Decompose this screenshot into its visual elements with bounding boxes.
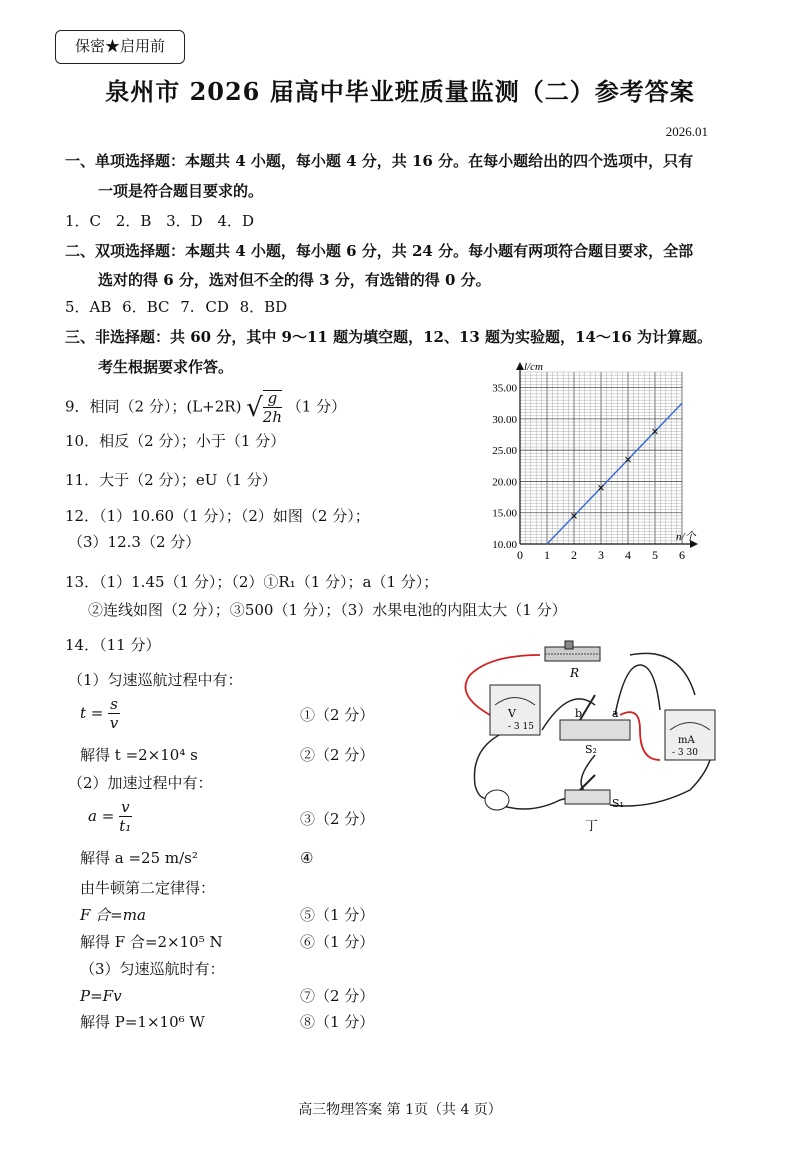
q14-eq3 <box>88 800 132 834</box>
q14-eq3-den: t₁ <box>119 817 132 835</box>
q14-eq1-lhs: t = <box>80 704 104 722</box>
circuit-caption: 丁 <box>585 819 599 834</box>
confidential-label: 保密★启用前 <box>55 30 185 64</box>
q14-eq1 <box>80 697 120 731</box>
q14-eq7: P=Fv <box>80 987 122 1005</box>
switch-S1 <box>565 775 610 804</box>
wire <box>610 760 710 806</box>
y-tick-label: 15.00 <box>492 507 517 520</box>
q14-sol7: 解得 P=1×10⁶ W <box>80 1013 205 1031</box>
q14-sol1: 解得 t =2×10⁴ s <box>80 746 198 764</box>
q11-answer: 11．大于（2 分）；eU（1 分） <box>65 471 277 489</box>
q14-eq7-mark: ⑦（2 分） <box>300 987 375 1005</box>
milliammeter-scale: - 3 30 <box>672 748 698 758</box>
wire <box>581 755 595 795</box>
voltmeter-label: V <box>508 707 516 720</box>
section3-heading-line1: 三、非选择题：共 60 分，其中 9～11 题为填空题，12、13 题为实验题，14～16 为计算题。 <box>65 328 713 346</box>
q14-sol3: 解得 a =25 m/s² <box>80 849 198 867</box>
wire <box>630 653 695 695</box>
x-tick-label: 2 <box>571 548 577 562</box>
q14-sol5: 解得 F 合=2×10⁵ N <box>80 933 223 951</box>
y-tick-label: 25.00 <box>492 445 517 458</box>
q14-sol3-mark: ④ <box>300 849 314 867</box>
x-tick-label: 0 <box>517 548 523 562</box>
q13-answer-line2: ②连线如图（2 分）；③500（1 分）；（3）水果电池的内阻太大（1 分） <box>88 601 567 619</box>
q13-answer-line1: 13．（1）1.45（1 分）；（2）①R₁（1 分）；a（1 分）； <box>65 573 439 591</box>
q14-part1: （1）匀速巡航过程中有： <box>68 671 243 689</box>
y-tick-label: 20.00 <box>492 476 517 489</box>
x-tick-label: 5 <box>652 548 658 562</box>
q14-eq3-mark: ③（2 分） <box>300 810 375 828</box>
wire <box>500 790 571 809</box>
page-footer: 高三物理答案 第 1页（共 4 页） <box>298 1102 502 1118</box>
q14-sol7-mark: ⑧（1 分） <box>300 1013 375 1031</box>
switch-S2-label: S₂ <box>585 743 597 756</box>
x-tick-label: 1 <box>544 548 550 562</box>
length-vs-count-chart <box>470 362 700 572</box>
switch-S1-label: S₁ <box>612 797 624 810</box>
section2-heading-line1: 二、双项选择题：本题共 4 小题，每小题 6 分，共 24 分。每小题有两项符合题目要求，全部 <box>65 242 694 260</box>
y-axis-arrow <box>516 362 524 370</box>
milliammeter-label: mA <box>678 735 695 746</box>
wire <box>474 730 510 798</box>
q14-sol1-mark: ②（2 分） <box>300 746 375 764</box>
q14-eq5: F 合=ma <box>80 906 146 924</box>
voltmeter-scale: - 3 15 <box>508 722 534 732</box>
section1-heading-line2: 一项是符合题目要求的。 <box>98 182 264 200</box>
q10-answer: 10．相反（2 分）；小于（1 分） <box>65 432 286 450</box>
fruit-battery <box>485 790 509 810</box>
q14-eq1-num: s <box>110 695 118 713</box>
q14-eq3-num: v <box>121 798 130 816</box>
switch-a-label: a <box>612 707 619 720</box>
rheostat-label: R <box>570 666 580 680</box>
document-date: 2026.01 <box>665 124 708 139</box>
q9-answer <box>65 390 346 425</box>
q14-sol5-mark: ⑥（1 分） <box>300 933 375 951</box>
q9-prefix: 9．相同（2 分）；(L+2R) <box>65 397 242 416</box>
q14-eq1-fraction <box>108 697 120 731</box>
section3-heading-line2: 考生根据要求作答。 <box>98 358 234 376</box>
y-axis-label: l/cm <box>524 362 543 373</box>
fit-line <box>547 403 682 544</box>
q12-answer-line2: （3）12.3（2 分） <box>68 533 201 551</box>
q9-suffix: （1 分） <box>286 397 347 416</box>
section1-heading-line1: 一、单项选择题：本题共 4 小题，每小题 4 分，共 16 分。在每小题给出的四个选项中，只有 <box>65 152 694 170</box>
q14-eq5-mark: ⑤（1 分） <box>300 906 375 924</box>
x-axis-label: n/个 <box>676 531 696 543</box>
section2-heading-line2: 选对的得 6 分，选对但不全的得 3 分，有选错的得 0 分。 <box>98 271 491 289</box>
q14-heading: 14．（11 分） <box>65 636 161 654</box>
q9-frac-den: 2h <box>262 408 283 426</box>
section2-answers: 5．AB 6．BC 7. CD 8．BD <box>65 298 288 316</box>
switch-S2 <box>560 695 630 740</box>
x-tick-label: 3 <box>598 548 604 562</box>
q14-eq1-den: v <box>109 714 119 732</box>
x-tick-label: 4 <box>625 548 631 562</box>
q14-part3: （3）匀速巡航时有： <box>80 960 225 978</box>
section1-answers: 1．C 2．B 3．D 4．D <box>65 212 255 230</box>
y-tick-label: 30.00 <box>492 413 517 426</box>
q14-eq1-mark: ①（2 分） <box>300 706 375 724</box>
wire <box>615 665 660 715</box>
y-tick-label: 10.00 <box>492 539 517 551</box>
q14-eq3-lhs: a = <box>88 807 115 825</box>
circuit-diagram <box>450 635 740 845</box>
q14-newton: 由牛顿第二定律得： <box>80 879 216 897</box>
x-tick-label: 6 <box>679 548 685 562</box>
q9-frac-num: g <box>263 391 282 408</box>
sqrt-symbol: √ <box>246 392 263 423</box>
q9-fraction <box>263 390 282 425</box>
y-tick-label: 35.00 <box>492 382 517 395</box>
q14-part2: （2）加速过程中有： <box>68 774 213 792</box>
page-title: 泉州市 2026 届高中毕业班质量监测（二）参考答案 <box>105 77 695 106</box>
rheostat-R <box>545 641 600 661</box>
q12-answer-line1: 12．（1）10.60（1 分）；（2）如图（2 分）； <box>65 507 370 525</box>
q14-eq3-fraction <box>119 800 131 834</box>
switch-b-label: b <box>575 707 583 720</box>
